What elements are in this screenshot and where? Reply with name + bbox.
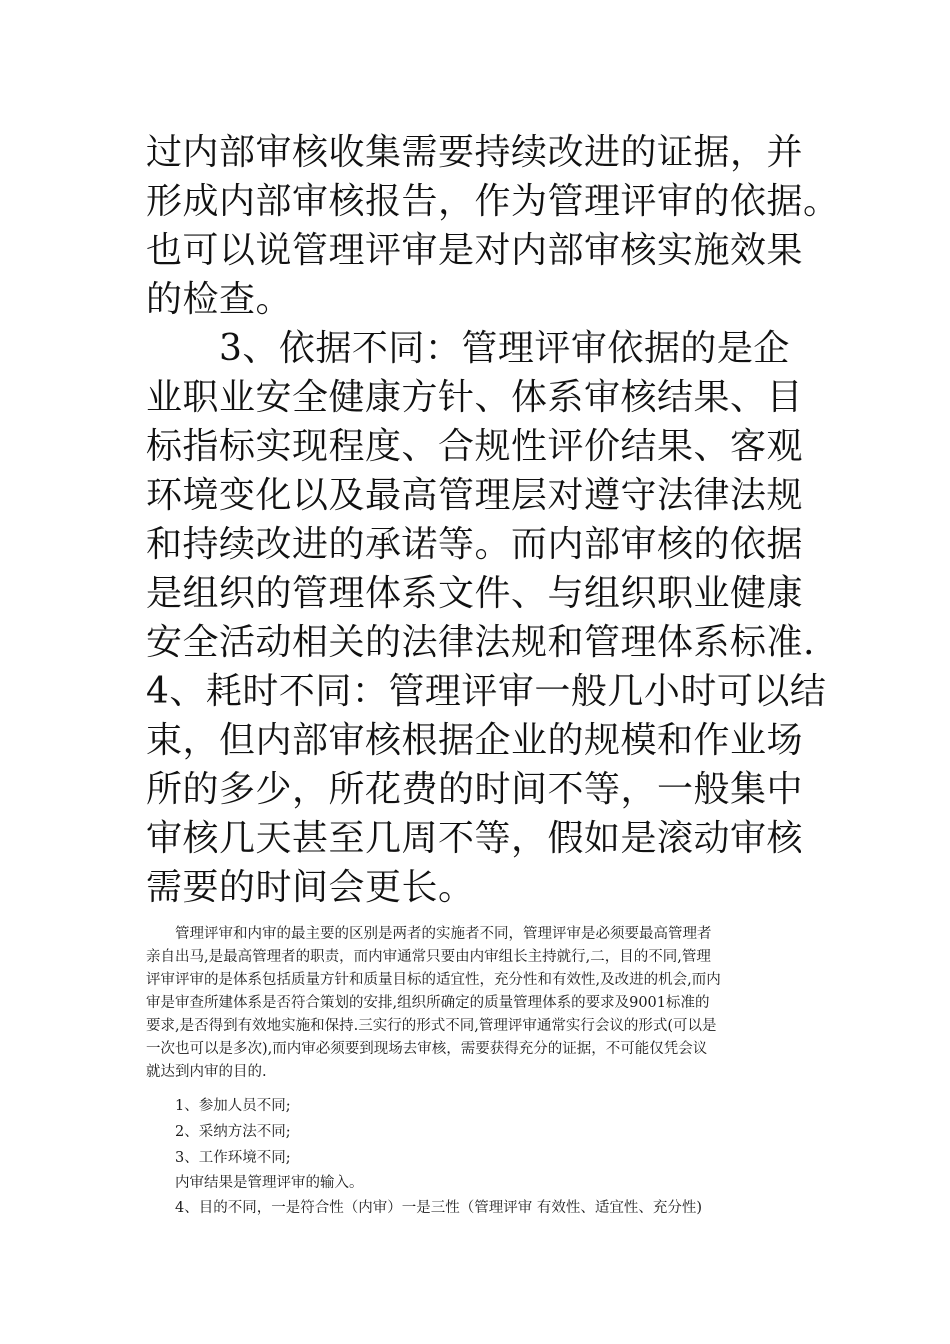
list-item: 4、目的不同，一是符合性（内审）一是三性（管理评审 有效性、适宜性、充分性) (146, 1200, 702, 1216)
body-text-line: 标指标实现程度、合规性评价结果、客观 (146, 426, 804, 467)
body-text-line: 业职业安全健康方针、体系审核结果、目 (146, 377, 804, 418)
body-text-line: 是组织的管理体系文件、与组织职业健康 (146, 573, 804, 614)
body-text-line: 形成内部审核报告，作为管理评审的依据。 (146, 181, 840, 222)
body-text-line: 环境变化以及最高管理层对遵守法律法规 (146, 475, 804, 516)
note-text-line: 亲自出马,是最高管理者的职责，而内审通常只要由内审组长主持就行,二，目的不同,管理 (146, 949, 711, 965)
note-text-line: 要求,是否得到有效地实施和保持.三实行的形式不同,管理评审通常实行会议的形式(可以是 (146, 1018, 717, 1034)
body-text-line: 过内部审核收集需要持续改进的证据，并 (146, 132, 804, 173)
note-text-line: 评审评审的是体系包括质量方针和质量目标的适宜性，充分性和有效性,及改进的机会,而内 (146, 972, 721, 988)
note-text-line: 就达到内审的目的. (146, 1064, 267, 1080)
body-text-line: 束，但内部审核根据企业的规模和作业场 (146, 720, 804, 761)
body-text-line: 安全活动相关的法律法规和管理体系标准. (146, 622, 815, 663)
body-text-line: 的检查。 (146, 279, 293, 320)
note-text-line: 内审结果是管理评审的输入。 (146, 1175, 364, 1191)
note-text-line: 管理评审和内审的最主要的区别是两者的实施者不同，管理评审是必须要最高管理者 (146, 926, 712, 942)
body-text-line: 和持续改进的承诺等。而内部审核的依据 (146, 524, 804, 565)
list-item: 1、参加人员不同; (146, 1098, 291, 1114)
note-text-line: 审是审查所建体系是否符合策划的安排,组织所确定的质量管理体系的要求及9001标准的 (146, 995, 710, 1011)
body-text-line: 所的多少，所花费的时间不等，一般集中 (146, 769, 804, 810)
body-text-line: 3、依据不同：管理评审依据的是企 (146, 328, 790, 369)
body-text-line: 也可以说管理评审是对内部审核实施效果 (146, 230, 804, 271)
body-text-line: 需要的时间会更长。 (146, 867, 475, 908)
list-item: 3、工作环境不同; (146, 1150, 291, 1166)
body-text-line: 4、耗时不同：管理评审一般几小时可以结 (146, 671, 827, 712)
note-text-line: 一次也可以是多次),而内审必须要到现场去审核，需要获得充分的证据，不可能仅凭会议 (146, 1041, 708, 1057)
list-item: 2、采纳方法不同; (146, 1124, 291, 1140)
body-text-line: 审核几天甚至几周不等，假如是滚动审核 (146, 818, 804, 859)
